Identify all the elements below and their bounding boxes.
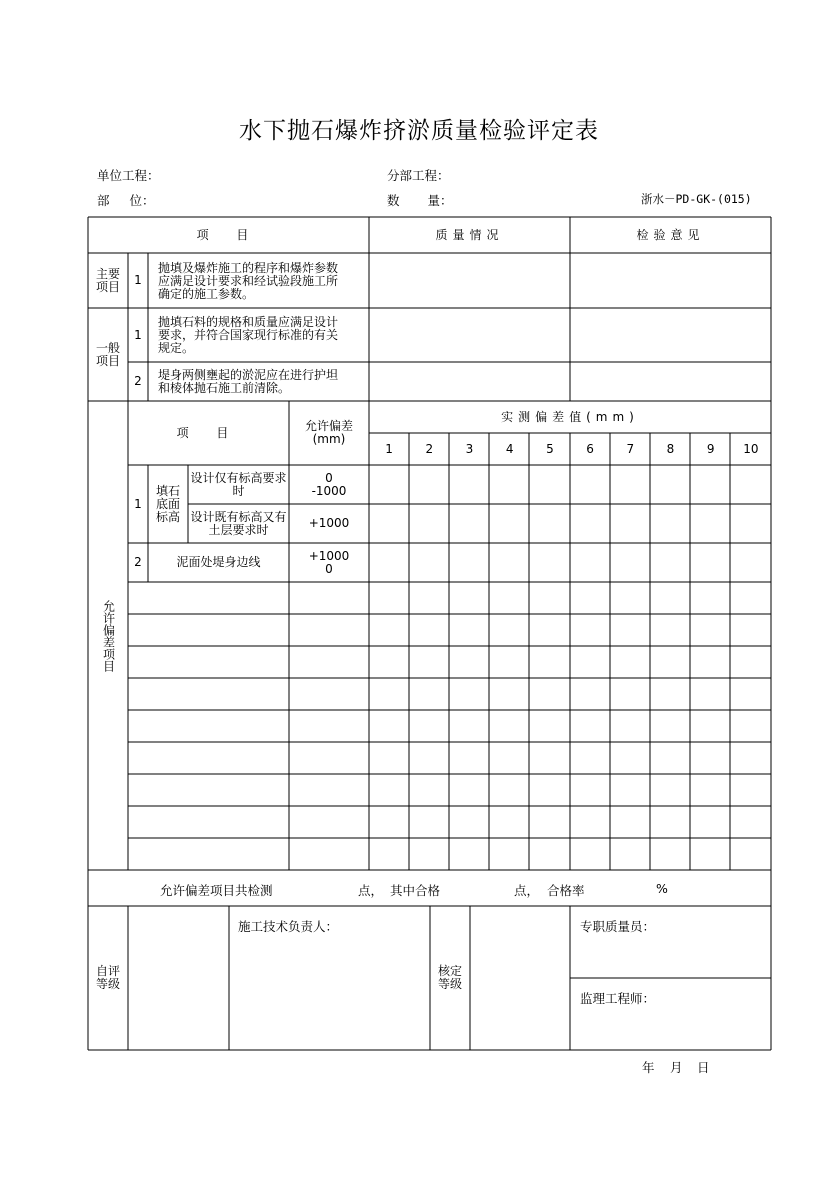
general-item-2-text: 堤身两侧壅起的淤泥应在进行护坦和棱体抛石施工前清除。 [158, 368, 339, 395]
measure-col-9: 9 [706, 441, 715, 456]
tolerance-group-label: 允许偏差项目 [101, 599, 116, 672]
measure-col-3: 3 [465, 441, 474, 456]
tol-measured-header: 实测偏差值(mm) [501, 409, 639, 424]
measure-col-1: 1 [385, 441, 393, 456]
measure-col-6: 6 [586, 441, 594, 456]
measure-col-8: 8 [666, 441, 675, 456]
tol-row-2-allow-line2: 0 [325, 561, 333, 576]
tol-row-1-no: 1 [134, 496, 142, 511]
main-item-text: 抛填及爆炸施工的程序和爆炸参数应满足设计要求和经试验段施工所确定的施工参数。 [158, 261, 339, 301]
col-item-header: 项 目 [196, 227, 261, 242]
tol-row-2-desc: 泥面处堤身边线 [176, 555, 261, 569]
summary-part2: 点， [358, 883, 384, 898]
summary-part5: 合格率 [547, 883, 585, 898]
measure-col-10: 10 [743, 441, 759, 456]
self-eval-label: 自评等级 [95, 964, 120, 991]
tol-row-1-group: 填石底面标高 [155, 483, 180, 524]
form-code: 浙水－PD-GK-(015) [641, 192, 752, 206]
tol-row-1a-desc: 设计仅有标高要求时 [190, 470, 287, 498]
footer-month: 月 [670, 1060, 683, 1075]
measure-col-4: 4 [505, 441, 514, 456]
general-item-1-text: 抛填石料的规格和质量应满足设计要求，并符合国家现行标准的有关规定。 [158, 315, 339, 355]
tol-row-1b-allow: +1000 [308, 516, 350, 530]
tol-row-1a-allow-line1: 0 [325, 470, 333, 485]
tol-row-1a-allow-line2: -1000 [311, 483, 347, 498]
col-opinion-header: 检验意见 [636, 227, 705, 242]
tol-row-2-allow-line1: +1000 [308, 548, 350, 563]
general-item-1-no: 1 [134, 327, 142, 342]
measure-col-2: 2 [425, 441, 434, 456]
measure-col-5: 5 [546, 441, 554, 456]
quantity-label: 数 量： [387, 193, 453, 208]
tol-row-1a-allow [289, 465, 369, 504]
summary-part3: 其中合格 [390, 883, 441, 898]
unit-project-label: 单位工程： [97, 168, 160, 183]
tech-lead-label: 施工技术负责人： [238, 919, 339, 934]
col-quality-header: 质量情况 [435, 227, 504, 242]
tol-row-1b-desc: 设计既有标高又有土层要求时 [190, 509, 287, 537]
tol-row-2-allow [289, 543, 369, 582]
page-title: 水下抛石爆炸挤淤质量检验评定表 [239, 118, 599, 144]
main-items-group-label: 主要项目 [95, 266, 120, 294]
measure-col-7: 7 [626, 441, 635, 456]
footer-year: 年 [642, 1060, 655, 1075]
tol-row-2-no: 2 [134, 555, 142, 569]
summary-part6: % [656, 881, 668, 896]
summary-part1: 允许偏差项目共检测 [160, 883, 273, 898]
tol-allow-header: 允许偏差(mm) [304, 419, 353, 446]
main-item-no: 1 [134, 273, 142, 287]
tol-item-header: 项 目 [176, 425, 241, 440]
footer-day: 日 [697, 1060, 710, 1075]
general-item-2-no: 2 [134, 374, 142, 388]
position-label: 部 位： [97, 193, 155, 208]
quality-officer-label: 专职质量员： [580, 919, 656, 934]
summary-part4: 点， [514, 883, 540, 898]
verify-label: 核定等级 [437, 964, 462, 991]
division-project-label: 分部工程： [387, 168, 450, 183]
general-items-group-label: 一般项目 [95, 340, 120, 368]
supervisor-label: 监理工程师： [580, 991, 656, 1006]
